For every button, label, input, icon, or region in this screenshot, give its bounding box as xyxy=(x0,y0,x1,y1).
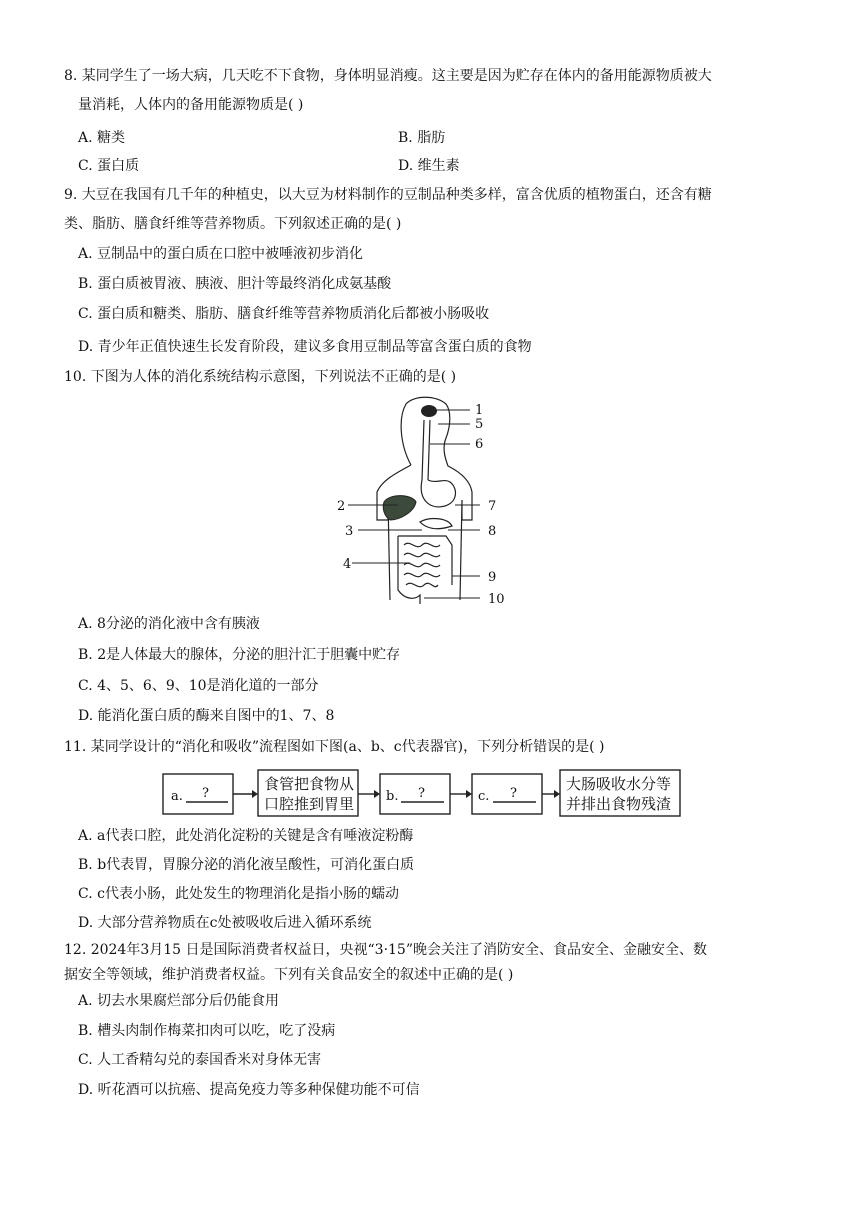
flow-letter-c: c. xyxy=(478,789,490,804)
q9-option-b[interactable]: B. 蛋白质被胃液、胰液、胆汁等最终消化成氨基酸 xyxy=(78,276,392,292)
q11-option-c[interactable]: C. c代表小肠，此处发生的物理消化是指小肠的蠕动 xyxy=(78,886,399,902)
figure-label-1: 1 xyxy=(475,403,484,418)
figure-label-6: 6 xyxy=(475,437,484,452)
q8-option-c[interactable]: C. 蛋白质 xyxy=(78,158,140,174)
q9-option-c[interactable]: C. 蛋白质和糖类、脂肪、膳食纤维等营养物质消化后都被小肠吸收 xyxy=(78,306,490,322)
q8-stem-line1: 8. 某同学生了一场大病，几天吃不下食物，身体明显消瘦。这主要是因为贮存在体内的备用能源物质被大 xyxy=(64,68,712,84)
q11-option-b[interactable]: B. b代表胃，胃腺分泌的消化液呈酸性，可消化蛋白质 xyxy=(78,857,415,873)
q8-option-a[interactable]: A. 糖类 xyxy=(78,130,126,146)
q12-stem-line2: 据安全等领域，维护消费者权益。下列有关食品安全的叙述中正确的是( ) xyxy=(64,967,514,983)
q12-option-b[interactable]: B. 槽头肉制作梅菜扣肉可以吃，吃了没病 xyxy=(78,1023,336,1039)
flow-box-a xyxy=(163,774,233,814)
q12-option-d[interactable]: D. 听花酒可以抗癌、提高免疫力等多种保健功能不可信 xyxy=(78,1082,420,1098)
figure-label-10: 10 xyxy=(488,592,505,607)
q8-option-d[interactable]: D. 维生素 xyxy=(398,158,460,174)
figure-label-5: 5 xyxy=(475,417,484,432)
q12-stem-line1: 12. 2024年3月15 日是国际消费者权益日，央视“3·15”晚会关注了消防安全、食品安全、金融安全、数 xyxy=(64,942,707,958)
flow-letter-b: b. xyxy=(386,789,399,804)
figure-label-8: 8 xyxy=(488,524,497,539)
q12-option-a[interactable]: A. 切去水果腐烂部分后仍能食用 xyxy=(78,993,280,1009)
q11-option-a[interactable]: A. a代表口腔，此处消化淀粉的关键是含有唾液淀粉酶 xyxy=(78,828,414,844)
flow-esophagus-line2: 口腔推到胃里 xyxy=(264,795,355,813)
q10-stem: 10. 下图为人体的消化系统结构示意图，下列说法不正确的是( ) xyxy=(64,369,457,385)
flow-blank-a: ? xyxy=(202,786,209,801)
q8-stem-line2: 量消耗，人体内的备用能源物质是( ) xyxy=(78,97,304,113)
flow-large-intestine-line2: 并排出食物残渣 xyxy=(566,795,672,813)
figure-label-4: 4 xyxy=(343,557,352,572)
figure-label-2: 2 xyxy=(337,499,346,514)
q10-option-b[interactable]: B. 2是人体最大的腺体，分泌的胆汁汇于胆囊中贮存 xyxy=(78,647,401,663)
q9-stem-line1: 9. 大豆在我国有几千年的种植史，以大豆为材料制作的豆制品种类多样，富含优质的植物蛋白，还含有糖 xyxy=(64,187,712,203)
q10-option-d[interactable]: D. 能消化蛋白质的酶来自图中的1、7、8 xyxy=(78,708,335,724)
q12-option-c[interactable]: C. 人工香精勾兑的泰国香米对身体无害 xyxy=(78,1052,322,1068)
q8-option-b[interactable]: B. 脂肪 xyxy=(398,130,446,146)
q11-option-d[interactable]: D. 大部分营养物质在c处被吸收后进入循环系统 xyxy=(78,915,372,931)
flow-blank-c: ? xyxy=(510,786,517,801)
flow-letter-a: a. xyxy=(171,789,183,804)
flow-box-b xyxy=(380,774,450,814)
q9-option-a[interactable]: A. 豆制品中的蛋白质在口腔中被唾液初步消化 xyxy=(78,246,364,262)
q9-option-d[interactable]: D. 青少年正值快速生长发育阶段，建议多食用豆制品等富含蛋白质的食物 xyxy=(78,339,532,355)
figure-label-7: 7 xyxy=(488,499,497,514)
flow-box-large-intestine xyxy=(560,770,680,816)
flow-large-intestine-line1: 大肠吸收水分等 xyxy=(566,775,672,793)
flow-box-c xyxy=(472,774,542,814)
q11-stem: 11. 某同学设计的“消化和吸收”流程图如下图(a、b、c代表器官)，下列分析错误的是( ) xyxy=(64,739,605,755)
flow-blank-b: ? xyxy=(418,786,425,801)
flow-esophagus-line1: 食管把食物从 xyxy=(264,775,355,793)
q9-stem-line2: 类、脂肪、膳食纤维等营养物质。下列叙述正确的是( ) xyxy=(64,216,402,232)
figure-label-3: 3 xyxy=(345,524,354,539)
q10-option-a[interactable]: A. 8分泌的消化液中含有胰液 xyxy=(78,616,260,632)
figure-label-9: 9 xyxy=(488,570,497,585)
flow-box-esophagus xyxy=(258,770,358,816)
q10-option-c[interactable]: C. 4、5、6、9、10是消化道的一部分 xyxy=(78,678,319,694)
